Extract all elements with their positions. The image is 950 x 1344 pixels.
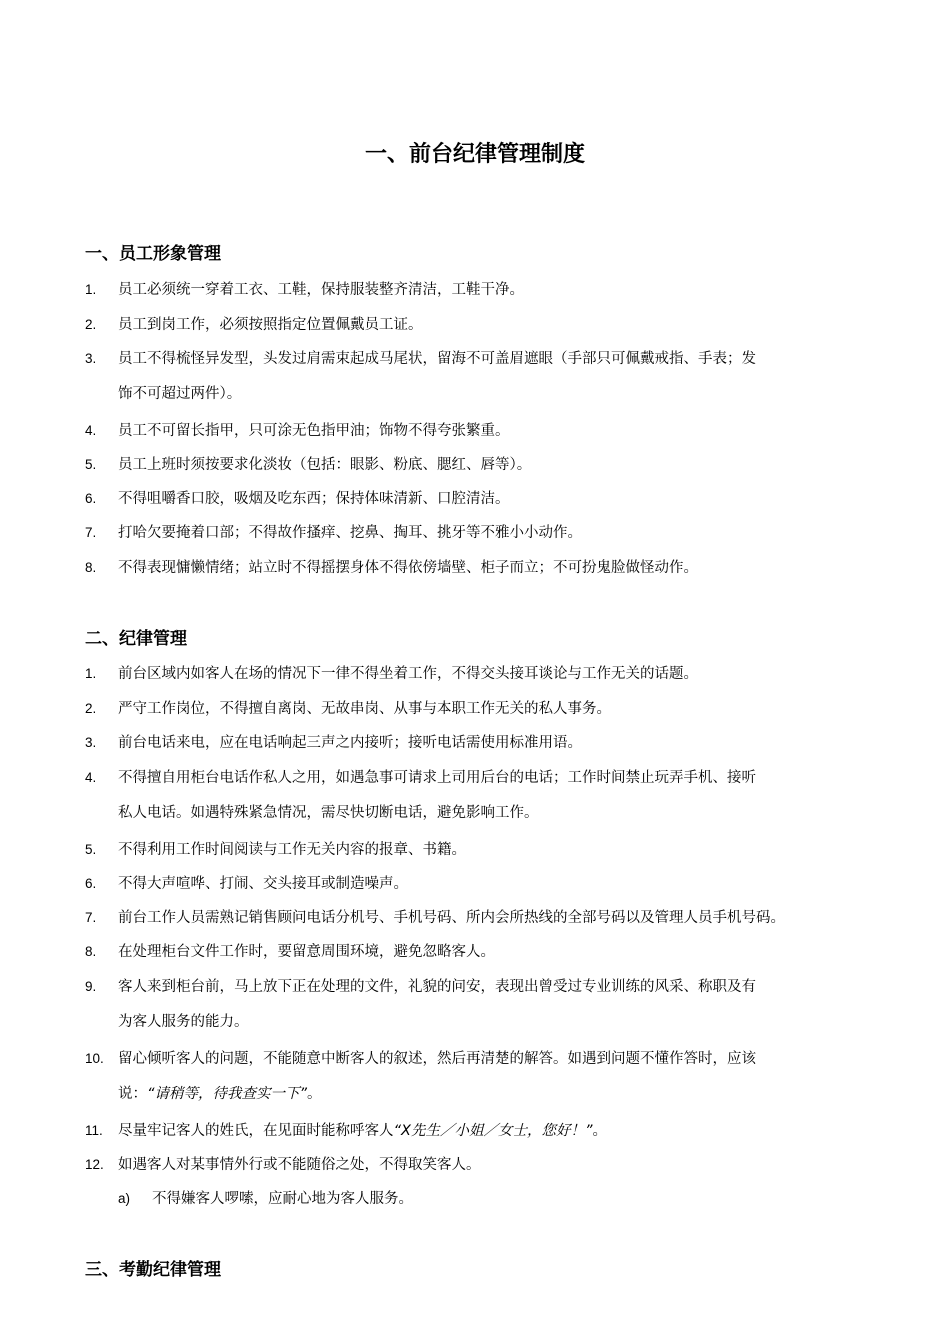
item-text: 不得大声喧哗、打闹、交头接耳或制造噪声。 xyxy=(118,876,408,892)
sub-item-marker: a) xyxy=(118,1191,131,1206)
item-number: 6. xyxy=(85,491,97,506)
item-text-line2: 饰不可超过两件）。 xyxy=(118,386,242,402)
item-number: 10. xyxy=(85,1051,104,1066)
sub-item-text: 不得嫌客人啰嗦，应耐心地为客人服务。 xyxy=(152,1191,413,1207)
item-number: 7. xyxy=(85,525,97,540)
item-number: 3. xyxy=(85,735,97,750)
item-number: 7. xyxy=(85,910,97,925)
item-text: 不得咀嚼香口胶，吸烟及吃东西；保持体味清新、口腔清洁。 xyxy=(118,491,510,507)
item-text-line1: 员工不得梳怪异发型，头发过肩需束起成马尾状，留海不可盖眉遮眼（手部只可佩戴戒指、手表；发 xyxy=(118,351,756,367)
item-text: 员工必须统一穿着工衣、工鞋，保持服装整齐清洁，工鞋干净。 xyxy=(118,282,524,298)
item-number: 2. xyxy=(85,317,97,332)
item-number: 3. xyxy=(85,351,97,366)
item-text: 员工不可留长指甲，只可涂无色指甲油；饰物不得夸张繁重。 xyxy=(118,423,510,439)
item-text: 员工到岗工作，必须按照指定位置佩戴员工证。 xyxy=(118,317,423,333)
item-text-line2: 为客人服务的能力。 xyxy=(118,1014,249,1030)
section-heading-discipline: 二、纪律管理 xyxy=(85,629,187,649)
item-text: 尽量牢记客人的姓氏，在见面时能称呼客人“X先生／小姐／女士，您好！”。 xyxy=(118,1123,607,1139)
item-text-line1: 留心倾听客人的问题，不能随意中断客人的叙述，然后再清楚的解答。如遇到问题不懂作答时，应该 xyxy=(118,1051,756,1067)
item-number: 1. xyxy=(85,282,97,297)
item-text: 前台区域内如客人在场的情况下一律不得坐着工作，不得交头接耳谈论与工作无关的话题。 xyxy=(118,666,698,682)
item-number: 5. xyxy=(85,842,97,857)
item-text-line2: 私人电话。如遇特殊紧急情况，需尽快切断电话，避免影响工作。 xyxy=(118,805,539,821)
item-number: 6. xyxy=(85,876,97,891)
quoted-phrase: “请稍等，待我查实一下” xyxy=(147,1086,308,1102)
item-number: 1. xyxy=(85,666,97,681)
item-number: 2. xyxy=(85,701,97,716)
item-number: 12. xyxy=(85,1157,104,1172)
item-number: 11. xyxy=(85,1123,103,1138)
item-number: 8. xyxy=(85,944,97,959)
item-number: 4. xyxy=(85,423,97,438)
item-text: 不得表现慵懒情绪；站立时不得摇摆身体不得依傍墙壁、柜子而立；不可扮鬼脸做怪动作。 xyxy=(118,560,698,576)
item-number: 4. xyxy=(85,770,97,785)
section-heading-attendance: 三、考勤纪律管理 xyxy=(85,1260,221,1280)
document-title: 一、前台纪律管理制度 xyxy=(364,142,585,167)
item-number: 5. xyxy=(85,457,97,472)
item-text: 打哈欠要掩着口部；不得故作搔痒、挖鼻、掏耳、挑牙等不雅小小动作。 xyxy=(118,525,582,541)
item-text: 严守工作岗位，不得擅自离岗、无故串岗、从事与本职工作无关的私人事务。 xyxy=(118,701,611,717)
item-text: 在处理柜台文件工作时，要留意周围环境，避免忽略客人。 xyxy=(118,944,495,960)
item-text: 员工上班时须按要求化淡妆（包括：眼影、粉底、腮红、唇等）。 xyxy=(118,457,532,473)
item-number: 9. xyxy=(85,979,97,994)
item-text: 前台电话来电，应在电话响起三声之内接听；接听电话需使用标准用语。 xyxy=(118,735,582,751)
item-text-line1: 客人来到柜台前，马上放下正在处理的文件，礼貌的问安，表现出曾受过专业训练的风采、称职及有 xyxy=(118,979,756,995)
item-text-line2: 说：“请稍等，待我查实一下”。 xyxy=(118,1086,322,1102)
section-heading-image: 一、员工形象管理 xyxy=(85,244,221,264)
item-text: 不得利用工作时间阅读与工作无关内容的报章、书籍。 xyxy=(118,842,466,858)
item-text-line1: 不得擅自用柜台电话作私人之用，如遇急事可请求上司用后台的电话；工作时间禁止玩弄手机、接听 xyxy=(118,770,756,786)
item-text: 如遇客人对某事情外行或不能随俗之处，不得取笑客人。 xyxy=(118,1157,481,1173)
quoted-phrase: “X先生／小姐／女士，您好！” xyxy=(393,1123,593,1139)
item-text: 前台工作人员需熟记销售顾问电话分机号、手机号码、所内会所热线的全部号码以及管理人员手机号码。 xyxy=(118,910,785,926)
item-number: 8. xyxy=(85,560,97,575)
